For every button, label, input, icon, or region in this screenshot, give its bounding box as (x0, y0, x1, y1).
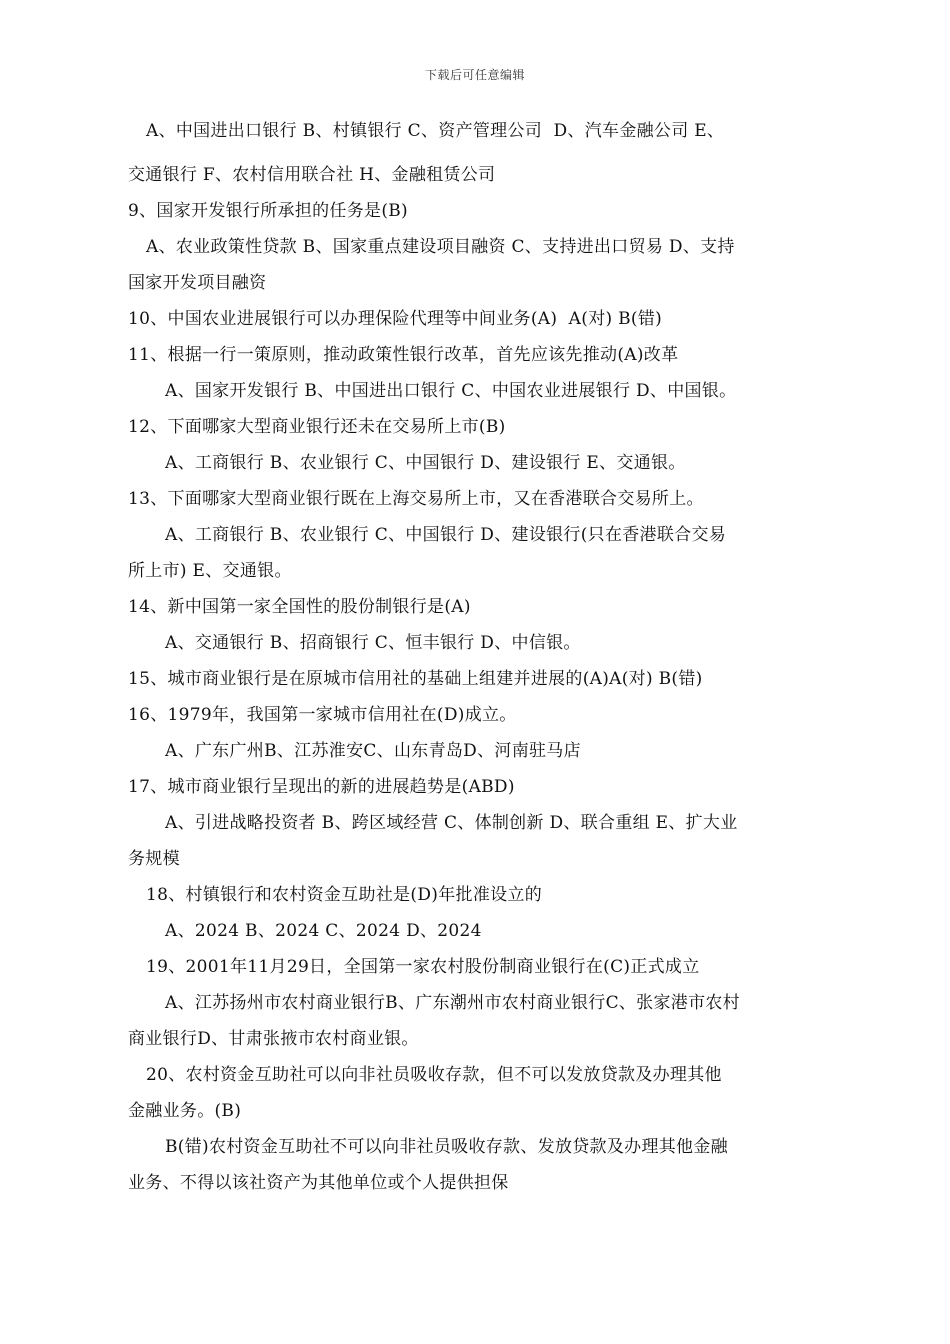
options-19: A、江苏扬州市农村商业银行B、广东潮州市农村商业银行C、张家港市农村 (165, 993, 740, 1013)
options-14: A、交通银行 B、招商银行 C、恒丰银行 D、中信银。 (165, 633, 581, 653)
question-14: 14、新中国第一家全国性的股份制银行是(A) (128, 597, 471, 617)
question-16: 16、1979年，我国第一家城市信用社在(D)成立。 (128, 705, 517, 725)
text-line-1: A、中国进出口银行 B、村镇银行 C、资产管理公司 D、汽车金融公司 E、 (146, 121, 725, 141)
question-18: 18、村镇银行和农村资金互助社是(D)年批准设立的 (146, 885, 543, 905)
options-11: A、国家开发银行 B、中国进出口银行 C、中国农业进展银行 D、中国银。 (165, 381, 737, 401)
question-19: 19、2001年11月29日，全国第一家农村股份制商业银行在(C)正式成立 (146, 957, 700, 977)
question-13: 13、下面哪家大型商业银行既在上海交易所上市，又在香港联合交易所上。 (128, 489, 704, 509)
page-header: 下载后可任意编辑 (424, 68, 525, 82)
options-19-cont: 商业银行D、甘肃张掖市农村商业银。 (128, 1029, 419, 1049)
text-line-4: A、农业政策性贷款 B、国家重点建设项目融资 C、支持进出口贸易 D、支持 (146, 237, 735, 257)
question-20: 20、农村资金互助社可以向非社员吸收存款，但不可以发放贷款及办理其他 (146, 1065, 722, 1085)
question-17: 17、城市商业银行呈现出的新的进展趋势是(ABD) (128, 777, 515, 797)
answer-20-cont: 业务、不得以该社资产为其他单位或个人提供担保 (128, 1173, 509, 1193)
question-20-cont: 金融业务。(B) (128, 1101, 242, 1121)
options-13: A、工商银行 B、农业银行 C、中国银行 D、建设银行(只在香港联合交易 (165, 525, 727, 545)
question-10: 10、中国农业进展银行可以办理保险代理等中间业务(A) A(对) B(错) (128, 309, 663, 329)
text-line-5: 国家开发项目融资 (128, 273, 267, 293)
question-11: 11、根据一行一策原则，推动政策性银行改革，首先应该先推动(A)改革 (128, 345, 679, 365)
options-16: A、广东广州B、江苏淮安C、山东青岛D、河南驻马店 (165, 741, 581, 761)
options-13-cont: 所上市) E、交通银。 (128, 561, 292, 581)
question-12: 12、下面哪家大型商业银行还未在交易所上市(B) (128, 417, 506, 437)
answer-20: B(错)农村资金互助社不可以向非社员吸收存款、发放贷款及办理其他金融 (165, 1137, 728, 1157)
options-17: A、引进战略投资者 B、跨区域经营 C、体制创新 D、联合重组 E、扩大业 (165, 813, 738, 833)
options-18: A、2024 B、2024 C、2024 D、2024 (165, 921, 482, 941)
question-15: 15、城市商业银行是在原城市信用社的基础上组建并进展的(A)A(对) B(错) (128, 669, 703, 689)
options-12: A、工商银行 B、农业银行 C、中国银行 D、建设银行 E、交通银。 (165, 453, 686, 473)
text-line-2: 交通银行 F、农村信用联合社 H、金融租赁公司 (128, 165, 496, 185)
options-17-cont: 务规模 (128, 849, 180, 869)
question-9: 9、国家开发银行所承担的任务是(B) (128, 201, 408, 221)
